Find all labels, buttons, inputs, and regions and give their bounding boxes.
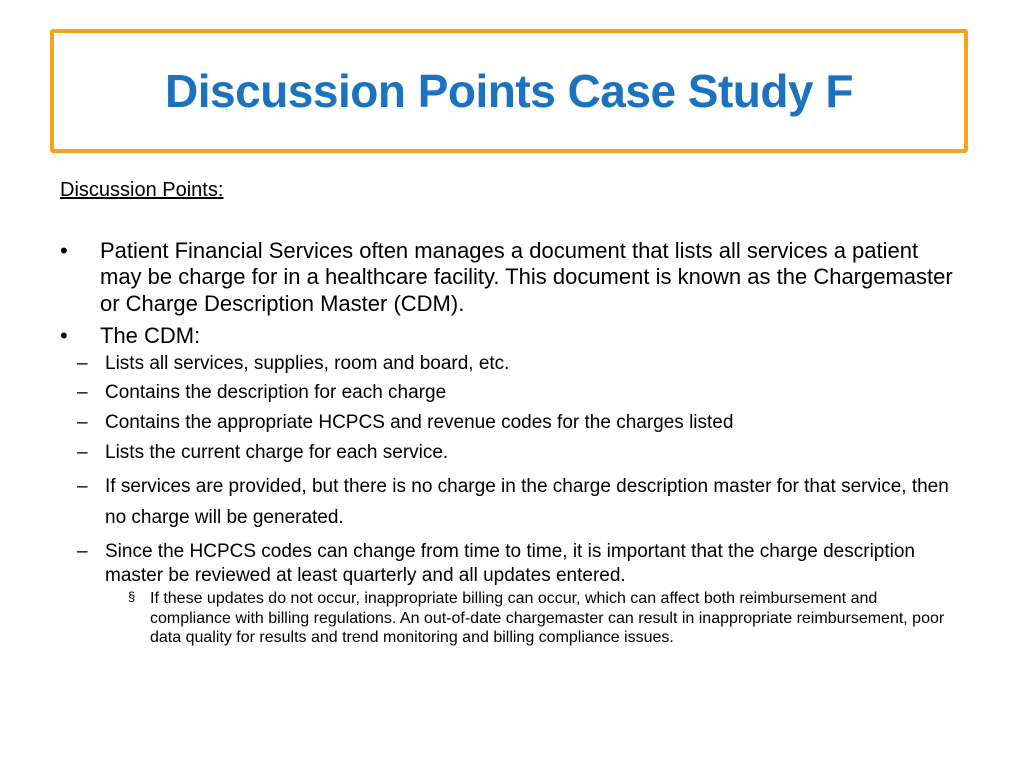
dash-marker: – (77, 412, 88, 434)
sub-bullet-text: Lists all services, supplies, room and board, etc. (105, 352, 510, 374)
bullet-item (60, 323, 960, 648)
dash-marker: – (77, 352, 88, 374)
sub-sub-bullet-list (105, 589, 960, 648)
sub-bullet-text: Lists the current charge for each service. (105, 441, 449, 463)
bullet-marker: • (60, 238, 68, 263)
sub-bullet-item (60, 540, 960, 648)
sub-bullet-text: Since the HCPCS codes can change from time to time, it is important that the charge description master be reviewed at least quarterly and all updates entered. (105, 541, 915, 587)
bullet-marker: • (60, 323, 68, 349)
bullet-text: The CDM: (100, 323, 201, 349)
bullet-list (60, 238, 960, 648)
sub-bullet-text: Contains the appropriate HCPCS and revenue codes for the charges listed (105, 412, 734, 434)
sub-bullet-item (60, 441, 960, 465)
bullet-text: Patient Financial Services often manages a document that lists all services a patient may be charge for in a healthcare facility. This document is known as the Chargemaster or Charge Description Master (CDM). (100, 238, 953, 316)
sub-bullet-item (60, 352, 960, 376)
sub-bullet-list (60, 352, 960, 648)
section-marker: § (128, 588, 136, 604)
sub-bullet-item (60, 471, 960, 535)
dash-marker: – (77, 382, 88, 404)
dash-marker: – (77, 541, 88, 563)
dash-marker: – (77, 441, 88, 463)
sub-bullet-text: Contains the description for each charge (105, 382, 447, 404)
sub-bullet-text: If services are provided, but there is no charge in the charge description master for that service, then no charge will be generated. (105, 475, 949, 529)
bullet-item (60, 238, 960, 317)
dash-marker: – (77, 475, 88, 497)
slide-content (60, 178, 960, 654)
sub-sub-bullet-text: If these updates do not occur, inappropriate billing can occur, which can affect both reimbursement and compliance with billing regulations. An out-of-date chargemaster can result in inappropriate reimbursement, poor data quality for results and trend monitoring and billing compliance issues. (150, 589, 945, 647)
sub-bullet-item (60, 411, 960, 435)
slide-title: Discussion Points Case Study F (165, 65, 853, 117)
title-box (50, 29, 968, 153)
sub-sub-bullet-item (105, 589, 960, 648)
section-heading: Discussion Points: (60, 179, 224, 201)
sub-bullet-item (60, 381, 960, 405)
